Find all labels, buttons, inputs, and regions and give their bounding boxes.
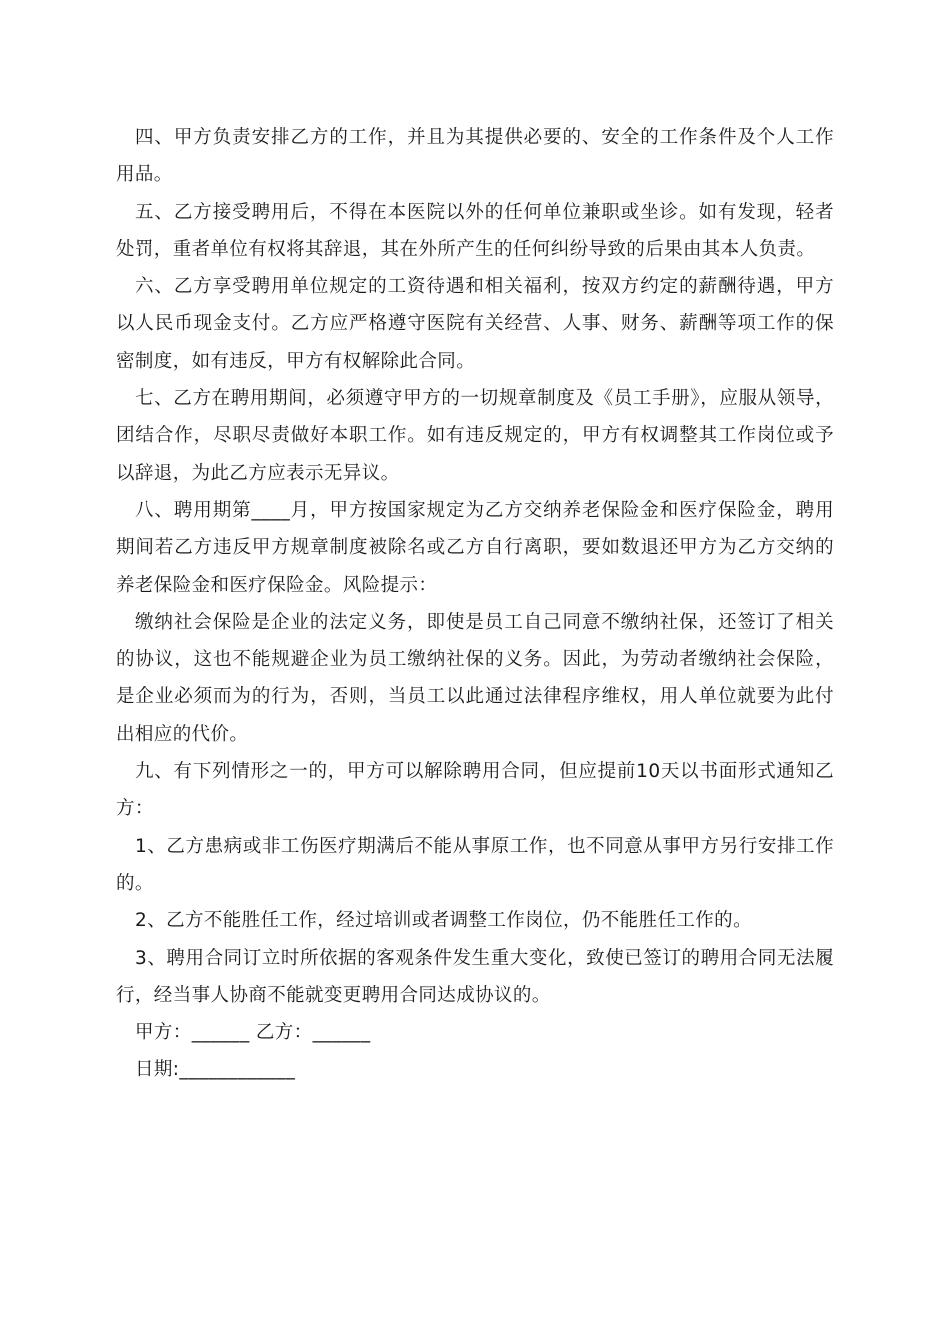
clause-5: 五、乙方接受聘用后，不得在本医院以外的任何单位兼职或坐诊。如有发现，轻者处罚，重者单位有权将其辞退，其在外所产生的任何纠纷导致的后果由其本人负责。 — [116, 201, 834, 260]
clause-6: 六、乙方享受聘用单位规定的工资待遇和相关福利，按双方约定的薪酬待遇，甲方以人民币现金支付。乙方应严格遵守医院有关经营、人事、财务、薪酬等项工作的保密制度，如有违反，甲方有权解除此合同。 — [116, 276, 834, 372]
clause-7: 七、乙方在聘用期间，必须遵守甲方的一切规章制度及《员工手册》，应服从领导，团结合作，尽职尽责做好本职工作。如有违反规定的，甲方有权调整其工作岗位或予以辞退，为此乙方应表示无异议。 — [116, 388, 834, 484]
clause-9-item-1: 1、乙方患病或非工伤医疗期满后不能从事原工作，也不同意从事甲方另行安排工作的。 — [116, 835, 834, 894]
clause-9-item-2: 2、乙方不能胜任工作，经过培训或者调整工作岗位，仍不能胜任工作的。 — [135, 910, 752, 932]
clause-9-item-3: 3、聘用合同订立时所依据的客观条件发生重大变化，致使已签订的聘用合同无法履行，经当事人协商不能就变更聘用合同达成协议的。 — [116, 947, 834, 1006]
risk-note: 缴纳社会保险是企业的法定义务，即使是员工自己同意不缴纳社保，还签订了相关的协议，这也不能规避企业为员工缴纳社保的义务。因此，为劳动者缴纳社会保险，是企业必须而为的行为，否则，当员工以此通过法律程序维权，用人单位就要为此付出相应的代价。 — [116, 611, 834, 745]
clause-8: 八、聘用期第____月，甲方按国家规定为乙方交纳养老保险金和医疗保险金，聘用期间若乙方违反甲方规章制度被除名或乙方自行离职，要如数退还甲方为乙方交纳的养老保险金和医疗保险金。风险提示： — [116, 499, 834, 596]
signature-line: 甲方：______ 乙方：______ — [135, 1022, 371, 1044]
clause-9: 九、有下列情形之一的，甲方可以解除聘用合同，但应提前10天以书面形式通知乙方： — [116, 761, 834, 820]
clause-4: 四、甲方负责安排乙方的工作，并且为其提供必要的、安全的工作条件及个人工作用品。 — [116, 127, 834, 186]
contract-body — [116, 119, 834, 1089]
date-line: 日期:____________ — [135, 1059, 296, 1081]
